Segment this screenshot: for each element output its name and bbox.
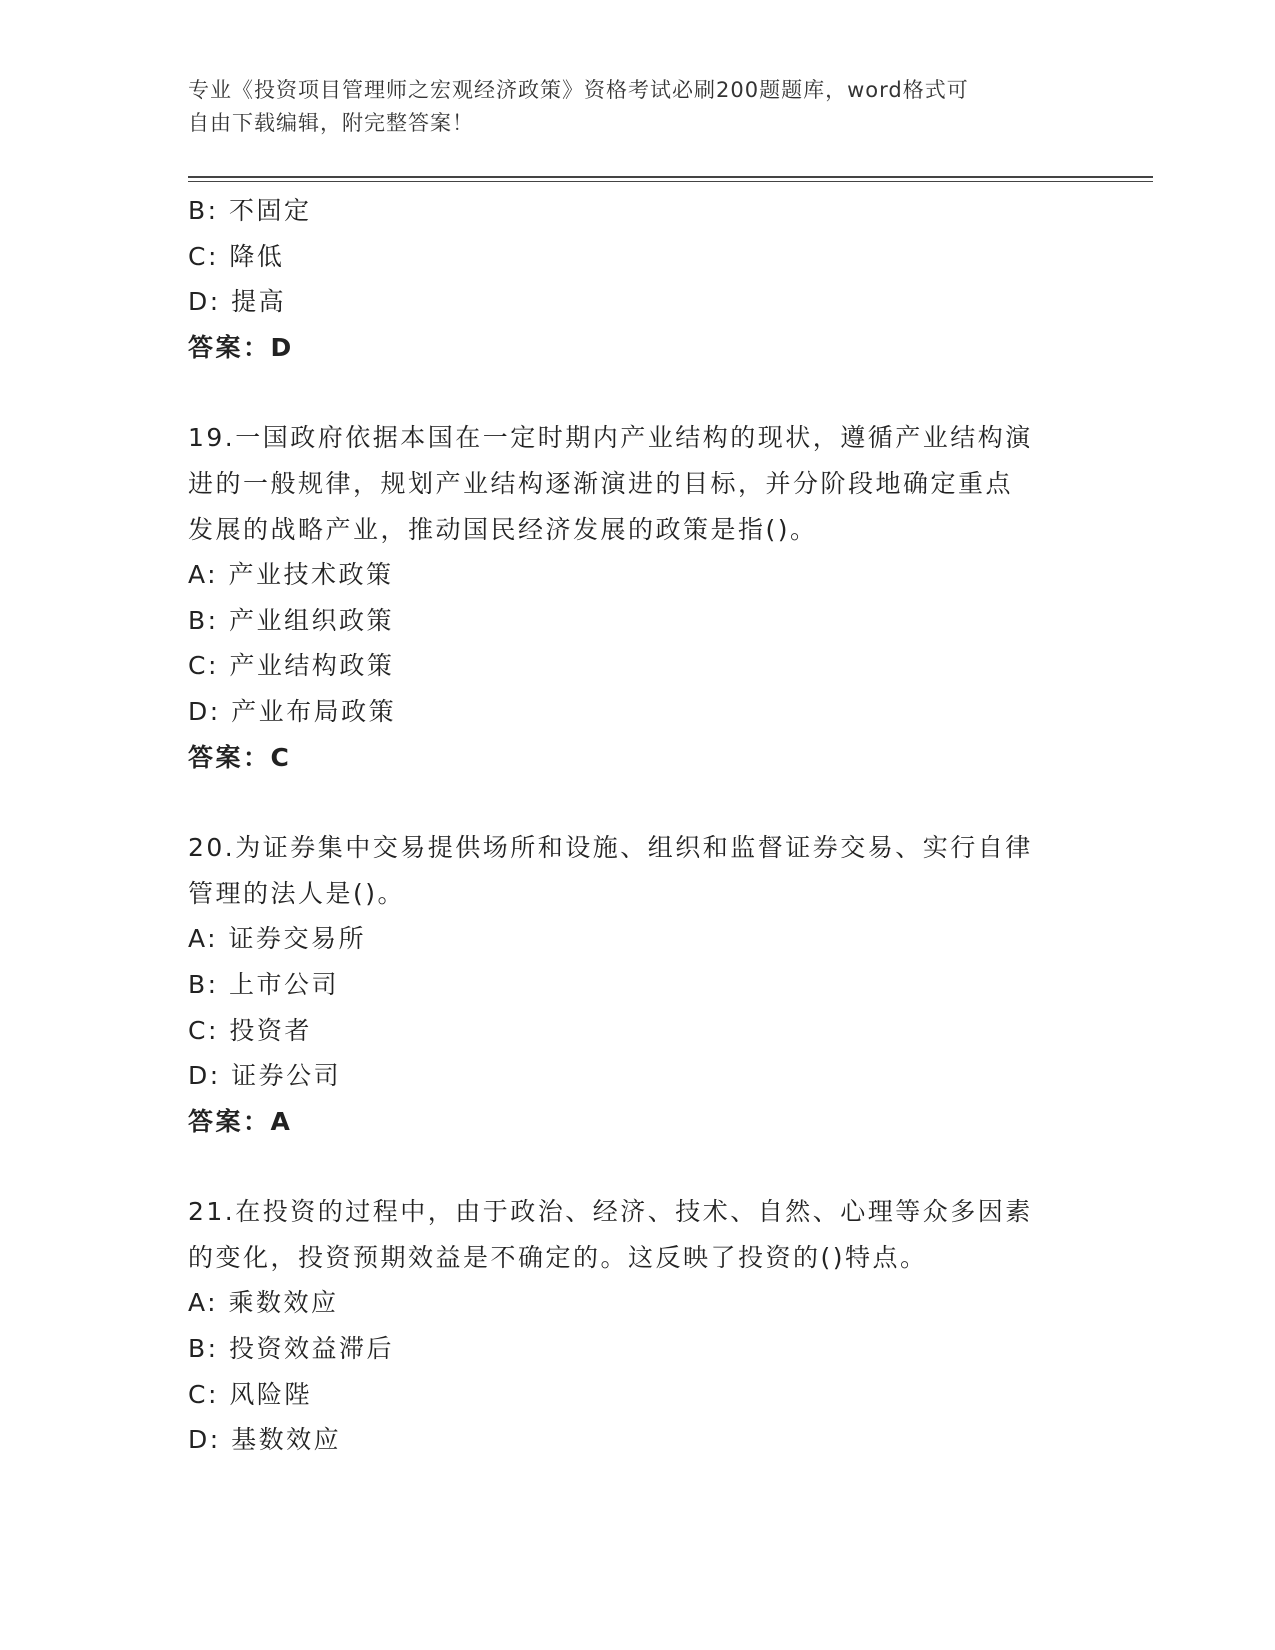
option-d: D: 产业布局政策 — [188, 696, 397, 726]
question-text-line: 进的一般规律，规划产业结构逐渐演进的目标，并分阶段地确定重点 — [188, 468, 1014, 498]
question-text-line: 19.一国政府依据本国在一定时期内产业结构的现状，遵循产业结构演 — [188, 423, 1033, 453]
question-19 — [188, 415, 1088, 780]
question-20 — [188, 825, 1088, 1144]
option-b: B: 产业组织政策 — [188, 605, 395, 635]
header-line-2: 自由下载编辑，附完整答案！ — [188, 111, 474, 135]
question-text-line: 21.在投资的过程中，由于政治、经济、技术、自然、心理等众多因素 — [188, 1197, 1033, 1227]
question-text-line: 发展的战略产业，推动国民经济发展的政策是指()。 — [188, 514, 818, 544]
document-body — [188, 188, 1088, 1463]
question-text-line: 20.为证券集中交易提供场所和设施、组织和监督证券交易、实行自律 — [188, 833, 1033, 863]
header-divider-thick — [188, 176, 1153, 178]
question-text-line: 管理的法人是()。 — [188, 878, 406, 908]
answer: 答案：D — [188, 332, 294, 362]
option-d: D: 提高 — [188, 287, 287, 317]
option-a: A: 乘数效应 — [188, 1288, 339, 1318]
question-18-partial — [188, 188, 1088, 370]
page-header — [188, 74, 1068, 140]
option-c: C: 风险陛 — [188, 1379, 312, 1409]
option-c: C: 降低 — [188, 241, 285, 271]
option-c: C: 产业结构政策 — [188, 651, 395, 681]
question-21 — [188, 1189, 1088, 1463]
answer: 答案：A — [188, 1106, 293, 1136]
option-d: D: 基数效应 — [188, 1425, 342, 1455]
option-b: B: 上市公司 — [188, 969, 340, 999]
option-d: D: 证券公司 — [188, 1061, 342, 1091]
answer: 答案：C — [188, 742, 292, 772]
option-c: C: 投资者 — [188, 1015, 312, 1045]
option-b: B: 不固定 — [188, 196, 312, 225]
option-b: B: 投资效益滞后 — [188, 1334, 395, 1364]
question-text-line: 的变化，投资预期效益是不确定的。这反映了投资的()特点。 — [188, 1242, 928, 1272]
header-line-1: 专业《投资项目管理师之宏观经济政策》资格考试必刷200题题库，word格式可 — [188, 78, 969, 102]
option-a: A: 产业技术政策 — [188, 560, 394, 590]
option-a: A: 证券交易所 — [188, 924, 367, 954]
header-divider-thin — [188, 181, 1153, 182]
